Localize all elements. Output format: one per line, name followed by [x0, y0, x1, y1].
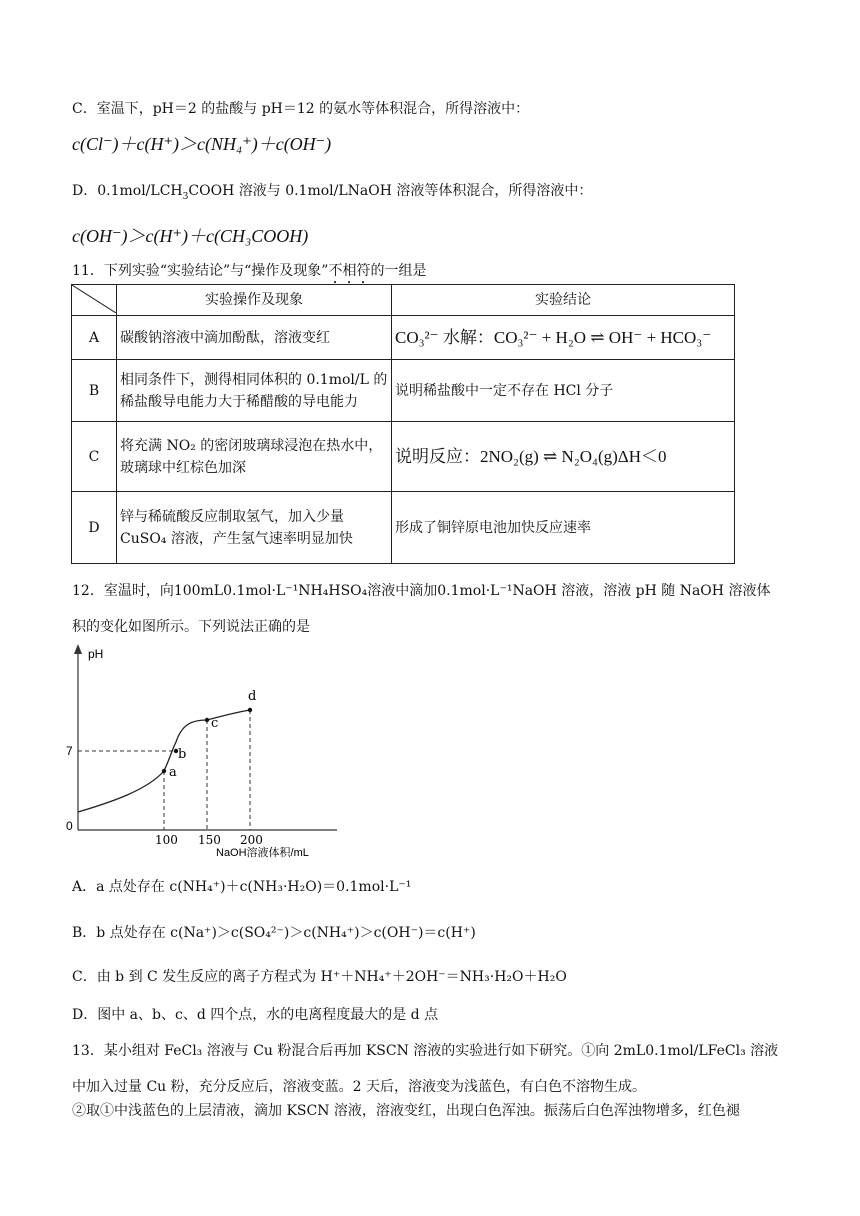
- x-tick-100: 100: [155, 833, 178, 847]
- row-d-label: D: [72, 492, 117, 564]
- q12-option-c: C．由 b 到 C 发生反应的离子方程式为 H⁺＋NH₄⁺＋2OH⁻＝NH₃·H₂O＋H₂O: [72, 969, 567, 985]
- q10-option-c-formula: c(Cl⁻)＋c(H⁺)＞c(NH₄⁺)＋c(OH⁻): [72, 134, 332, 154]
- row-d-operation: 锌与稀硫酸反应制取氢气，加入少量 CuSO₄ 溶液，产生氢气速率明显加快: [117, 492, 392, 564]
- row-a-label: A: [72, 316, 117, 360]
- q12-stem-line1: 12．室温时，向100mL0.1mol·L⁻¹NH₄HSO₄溶液中滴加0.1mol·L⁻¹NaOH 溶液，溶液 pH 随 NaOH 溶液体: [72, 583, 771, 599]
- row-b-operation: 相同条件下，测得相同体积的 0.1mol/L 的稀盐酸导电能力大于稀醋酸的导电能力: [117, 360, 392, 422]
- q13-line1: 13．某小组对 FeCl₃ 溶液与 Cu 粉混合后再加 KSCN 溶液的实验进行如下研究。①向 2mL0.1mol/LFeCl₃ 溶液: [72, 1043, 779, 1059]
- point-d-label: d: [248, 689, 257, 704]
- header-conclusion: 实验结论: [392, 285, 735, 316]
- q12-option-b: B．b 点处存在 c(Na⁺)＞c(SO₄²⁻)＞c(NH₄⁺)＞c(OH⁻)＝c(H⁺): [72, 925, 476, 941]
- point-b-label: b: [178, 747, 187, 762]
- q10-option-c-text: C．室温下，pH＝2 的盐酸与 pH＝12 的氨水等体积混合，所得溶液中：: [72, 101, 530, 117]
- x-tick-200: 200: [240, 833, 263, 847]
- row-b-conclusion: 说明稀盐酸中一定不存在 HCl 分子: [392, 360, 735, 422]
- q10-option-d-formula: c(OH⁻)＞c(H⁺)＋c(CH₃COOH): [72, 226, 309, 246]
- row-c-operation: 将充满 NO₂ 的密闭玻璃球浸泡在热水中，玻璃球中红棕色加深: [117, 422, 392, 492]
- origin-label: 0: [66, 819, 73, 833]
- q11-table: [71, 284, 735, 564]
- point-c: [205, 718, 209, 722]
- ph-curve: [78, 710, 250, 812]
- x-tick-150: 150: [198, 833, 221, 847]
- row-b-label: B: [72, 360, 117, 422]
- q12-option-d: D．图中 a、b、c、d 四个点，水的电离程度最大的是 d 点: [72, 1007, 439, 1023]
- row-c-conclusion: 说明反应：2NO₂(g) ⇌ N₂O₄(g)ΔH＜0: [392, 422, 735, 492]
- ph-titration-chart: [62, 640, 352, 860]
- q13-line3: ②取①中浅蓝色的上层清液，滴加 KSCN 溶液，溶液变红，出现白色浑浊。振荡后白色浑浊物增多，红色褪: [72, 1103, 740, 1119]
- table-corner-diagonal: [72, 285, 117, 316]
- point-d: [248, 708, 252, 712]
- header-operation: 实验操作及现象: [117, 285, 392, 316]
- y-axis-label: pH: [88, 647, 104, 661]
- point-a: [162, 769, 166, 773]
- q12-option-a: A．a 点处存在 c(NH₄⁺)＋c(NH₃·H₂O)＝0.1mol·L⁻¹: [72, 879, 412, 895]
- row-d-conclusion: 形成了铜锌原电池加快反应速率: [392, 492, 735, 564]
- row-c-label: C: [72, 422, 117, 492]
- q10-option-d-text: D．$0.1mol/LCH_3COOH$ 溶液与 0.1mol/LNaOH 溶液等体积混合，所得溶液中：: [72, 183, 593, 202]
- point-a-label: a: [169, 765, 177, 780]
- row-a-conclusion: CO₃²⁻ 水解：CO₃²⁻ + H₂O ⇌ OH⁻ + HCO₃⁻: [392, 316, 735, 360]
- q12-stem-line2: 积的变化如图所示。下列说法正确的是: [72, 619, 310, 635]
- row-a-operation: 碳酸钠溶液中滴加酚酞，溶液变红: [117, 316, 392, 360]
- y-tick-7-label: 7: [66, 744, 73, 758]
- x-axis-label: NaOH溶液体积/mL: [216, 847, 309, 859]
- q11-stem: 11．下列实验“实验结论”与“操作及现象”不相符的一组是: [72, 263, 427, 279]
- q13-line2: 中加入过量 Cu 粉，充分反应后，溶液变蓝。2 天后，溶液变为浅蓝色，有白色不溶物生成。: [72, 1079, 646, 1095]
- y-axis-arrow: [74, 644, 82, 654]
- point-c-label: c: [211, 716, 219, 731]
